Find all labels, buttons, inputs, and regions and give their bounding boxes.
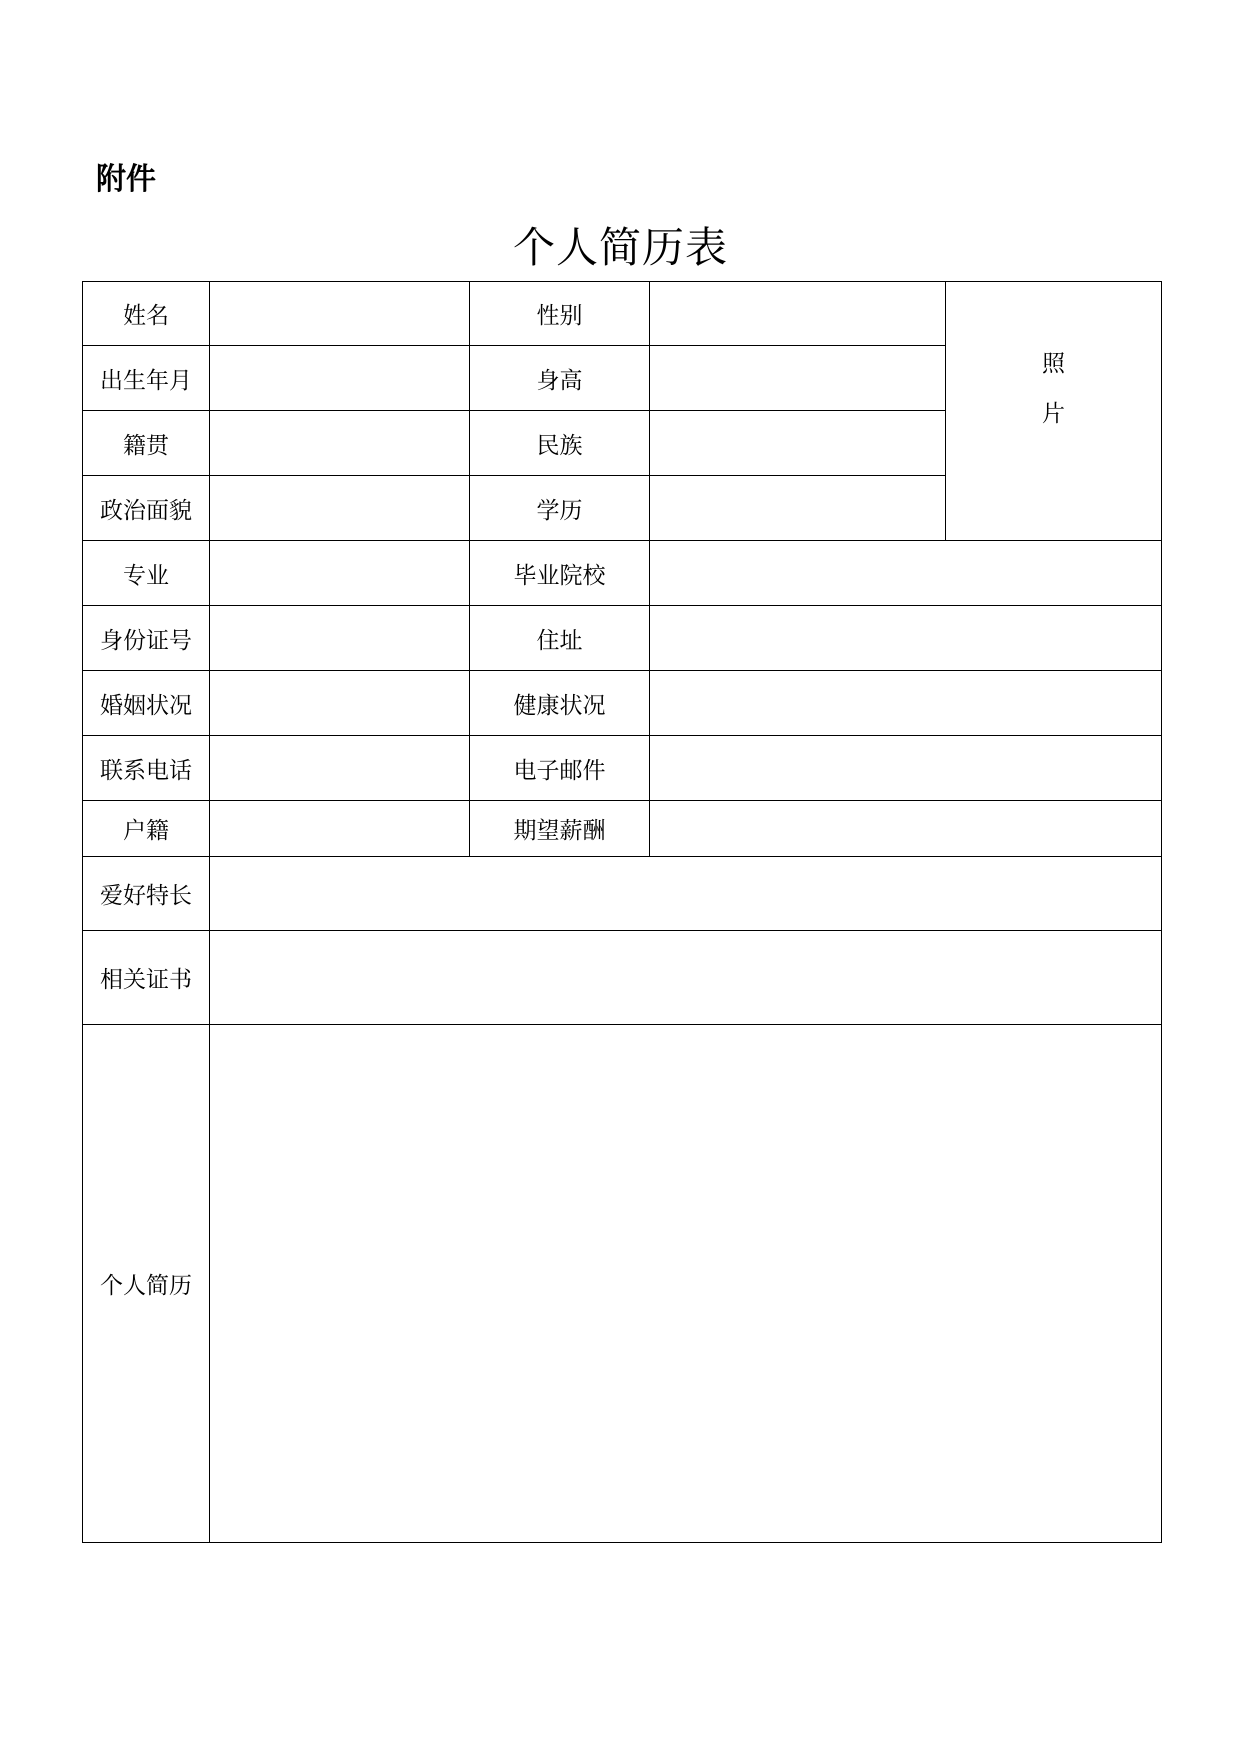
political-status-label: 政治面貌 [83,476,210,541]
name-field[interactable] [210,282,470,346]
address-field[interactable] [650,606,1162,671]
email-field[interactable] [650,736,1162,801]
phone-field[interactable] [210,736,470,801]
hobbies-label: 爱好特长 [83,857,210,931]
gender-label: 性别 [470,282,650,346]
table-row [83,541,1162,606]
ethnicity-field[interactable] [650,411,946,476]
table-row [83,857,1162,931]
school-field[interactable] [650,541,1162,606]
phone-label: 联系电话 [83,736,210,801]
hukou-label: 户籍 [83,801,210,857]
id-number-label: 身份证号 [83,606,210,671]
native-place-field[interactable] [210,411,470,476]
hobbies-field[interactable] [210,857,1162,931]
address-label: 住址 [470,606,650,671]
page-title: 个人简历表 [512,223,728,272]
table-row [83,282,1162,346]
table-row [83,736,1162,801]
table-row [83,931,1162,1025]
marital-status-label: 婚姻状况 [83,671,210,736]
health-status-field[interactable] [650,671,1162,736]
gender-field[interactable] [650,282,946,346]
resume-form-table [82,281,1162,1543]
education-field[interactable] [650,476,946,541]
ethnicity-label: 民族 [470,411,650,476]
certificates-field[interactable] [210,931,1162,1025]
email-label: 电子邮件 [470,736,650,801]
attachment-label: 附件 [96,162,156,197]
major-label: 专业 [83,541,210,606]
table-row [83,671,1162,736]
photo-label: 照片 [1042,351,1065,427]
education-label: 学历 [470,476,650,541]
birth-date-field[interactable] [210,346,470,411]
personal-resume-label: 个人简历 [83,1025,210,1543]
school-label: 毕业院校 [470,541,650,606]
health-status-label: 健康状况 [470,671,650,736]
id-number-field[interactable] [210,606,470,671]
photo-box[interactable] [946,282,1162,541]
height-field[interactable] [650,346,946,411]
personal-resume-field[interactable] [210,1025,1162,1543]
marital-status-field[interactable] [210,671,470,736]
hukou-field[interactable] [210,801,470,857]
name-label: 姓名 [83,282,210,346]
major-field[interactable] [210,541,470,606]
height-label: 身高 [470,346,650,411]
expected-salary-label: 期望薪酬 [470,801,650,857]
table-row [83,1025,1162,1543]
expected-salary-field[interactable] [650,801,1162,857]
birth-date-label: 出生年月 [83,346,210,411]
native-place-label: 籍贯 [83,411,210,476]
certificates-label: 相关证书 [83,931,210,1025]
political-status-field[interactable] [210,476,470,541]
table-row [83,801,1162,857]
table-row [83,606,1162,671]
